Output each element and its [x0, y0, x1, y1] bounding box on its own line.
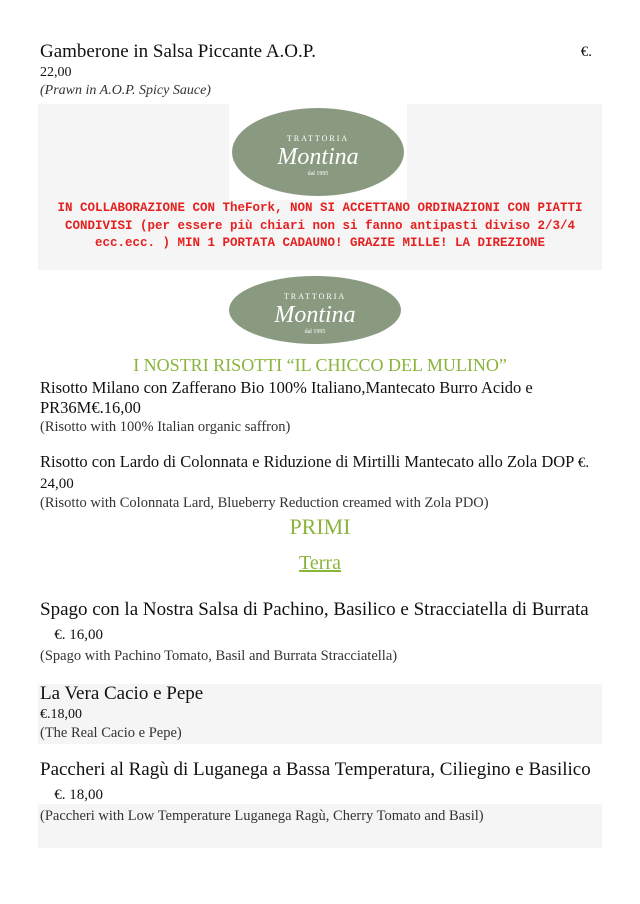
menu-item: [40, 452, 600, 513]
menu-item: [40, 598, 600, 666]
item-name: Risotto Milano con Zafferano Bio 100% Italiano,Mantecato Burro Acido e PR36M€.16,00: [40, 378, 533, 417]
logo-line-2: Montina: [274, 302, 356, 328]
item-name: Paccheri al Ragù di Luganega a Bassa Temperatura, Ciliegino e Basilico: [40, 759, 591, 780]
logo-line-3: dal 1995: [307, 171, 329, 177]
logo-line-1: TRATTORIA: [283, 292, 347, 301]
item-english: (Spago with Pachino Tomato, Basil and Burrata Stracciatella): [40, 648, 398, 664]
trattoria-logo: [232, 108, 404, 196]
item-english: (Risotto with 100% Italian organic saffron): [40, 419, 291, 435]
euro-sign: €.: [580, 44, 592, 60]
item-price: €.18,00: [40, 707, 82, 722]
menu-item: [40, 378, 600, 437]
item-price: €. 18,00: [54, 787, 103, 803]
trattoria-logo-2: [229, 276, 401, 344]
primi-heading: PRIMI: [289, 514, 351, 539]
logo-line-2: Montina: [277, 144, 359, 170]
item-english: (Risotto with Colonnata Lard, Blueberry Reduction creamed with Zola PDO): [40, 495, 489, 511]
notice-text: IN COLLABORAZIONE CON TheFork, NON SI ACCETTANO ORDINAZIONI CON PIATTI CONDIVISI (per essere più chiari non si fanno antipasti diviso 2/3/4 ecc.ecc. ) MIN 1 PORTATA CADAUNO! GRAZIE MILLE! LA DIREZIONE: [57, 201, 583, 250]
item-name: Spago con la Nostra Salsa di Pachino, Basilico e Stracciatella di Burrata: [40, 599, 589, 620]
terra-heading: Terra: [299, 552, 341, 574]
menu-item: [40, 682, 600, 743]
dish-price: 22,00: [40, 65, 72, 80]
item-price: €. 16,00: [54, 627, 103, 643]
item-name-row: [40, 598, 600, 647]
dish-name: Gamberone in Salsa Piccante A.O.P.: [40, 41, 316, 62]
risotti-heading: I NOSTRI RISOTTI “IL CHICCO DEL MULINO”: [133, 355, 507, 375]
logo-line-1: TRATTORIA: [286, 134, 350, 143]
logo-line-3: dal 1995: [304, 329, 326, 335]
header-dish: [40, 40, 600, 100]
item-english: (Paccheri with Low Temperature Luganega Ragù, Cherry Tomato and Basil): [40, 808, 484, 824]
item-price: €. 24,00: [40, 455, 590, 492]
item-name: Risotto con Lardo di Colonnata e Riduzione di Mirtilli Mantecato allo Zola DOP: [40, 452, 574, 471]
menu-item: [40, 758, 600, 826]
dish-english: (Prawn in A.O.P. Spicy Sauce): [40, 83, 211, 98]
item-name: La Vera Cacio e Pepe: [40, 683, 204, 704]
item-name-row: [40, 452, 600, 494]
item-english: (The Real Cacio e Pepe): [40, 725, 182, 741]
item-name-row: [40, 758, 600, 807]
